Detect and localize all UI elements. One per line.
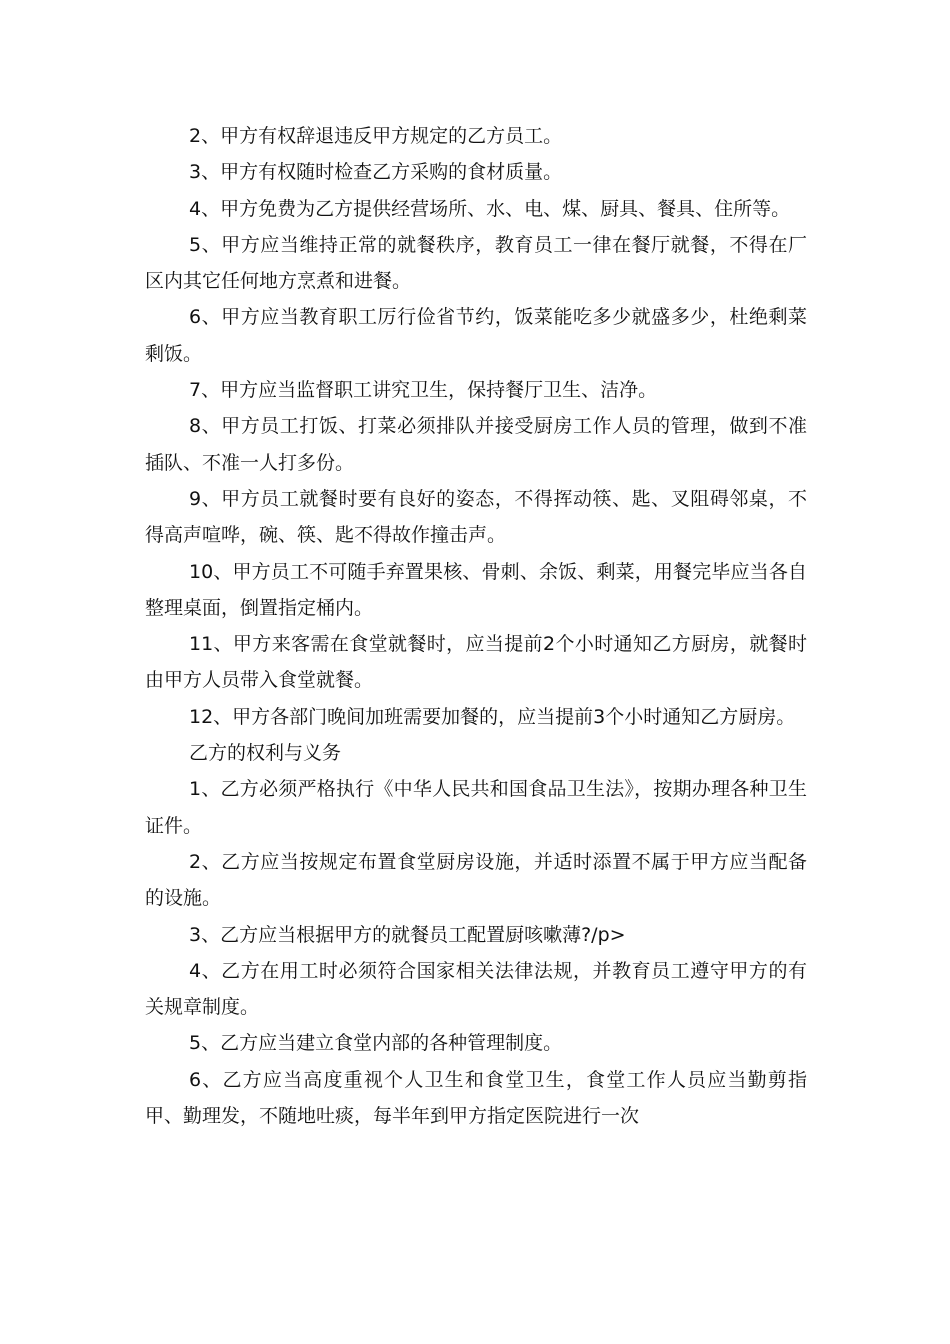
paragraph: 2、甲方有权辞退违反甲方规定的乙方员工。 bbox=[189, 125, 563, 147]
paragraph: 7、甲方应当监督职工讲究卫生，保持餐厅卫生、洁净。 bbox=[189, 379, 658, 402]
paragraph: 5、甲方应当维持正常的就餐秩序，教育员工一律在餐厅就餐，不得在厂区内其它任何地方烹煮和进餐。 bbox=[145, 233, 807, 293]
paragraph: 3、甲方有权随时检查乙方采购的食材质量。 bbox=[189, 161, 563, 184]
paragraph: 10、甲方员工不可随手弃置果核、骨刺、余饭、剩菜，用餐完毕应当各自整理桌面，倒置指定桶内。 bbox=[145, 560, 807, 619]
paragraph: 12、甲方各部门晚间加班需要加餐的，应当提前3个小时通知乙方厨房。 bbox=[189, 705, 796, 728]
paragraph: 2、乙方应当按规定布置食堂厨房设施，并适时添置不属于甲方应当配备的设施。 bbox=[145, 850, 807, 910]
document-body bbox=[145, 118, 807, 1134]
paragraph: 5、乙方应当建立食堂内部的各种管理制度。 bbox=[189, 1032, 563, 1055]
paragraph: 8、甲方员工打饭、打菜必须排队并接受厨房工作人员的管理，做到不准插队、不准一人打多份。 bbox=[145, 415, 807, 474]
paragraph: 11、甲方来客需在食堂就餐时，应当提前2个小时通知乙方厨房，就餐时由甲方人员带入食堂就餐。 bbox=[145, 633, 807, 692]
section-heading: 乙方的权利与义务 bbox=[189, 742, 342, 765]
paragraph: 4、甲方免费为乙方提供经营场所、水、电、煤、厨具、餐具、住所等。 bbox=[189, 197, 791, 220]
paragraph: 6、甲方应当教育职工厉行俭省节约，饭菜能吃多少就盛多少，杜绝剩菜剩饭。 bbox=[145, 306, 807, 365]
paragraph: 1、乙方必须严格执行《中华人民共和国食品卫生法》，按期办理各种卫生证件。 bbox=[145, 778, 807, 837]
paragraph: 9、甲方员工就餐时要有良好的姿态，不得挥动筷、匙、叉阻碍邻桌，不得高声喧哗，碗、筷、匙不得故作撞击声。 bbox=[145, 487, 807, 547]
paragraph: 6、乙方应当高度重视个人卫生和食堂卫生，食堂工作人员应当勤剪指甲、勤理发，不随地吐痰，每半年到甲方指定医院进行一次 bbox=[145, 1068, 807, 1128]
paragraph: 3、乙方应当根据甲方的就餐员工配置厨咳嗽薄?/p> bbox=[189, 923, 626, 946]
paragraph: 4、乙方在用工时必须符合国家相关法律法规，并教育员工遵守甲方的有关规章制度。 bbox=[145, 959, 807, 1019]
